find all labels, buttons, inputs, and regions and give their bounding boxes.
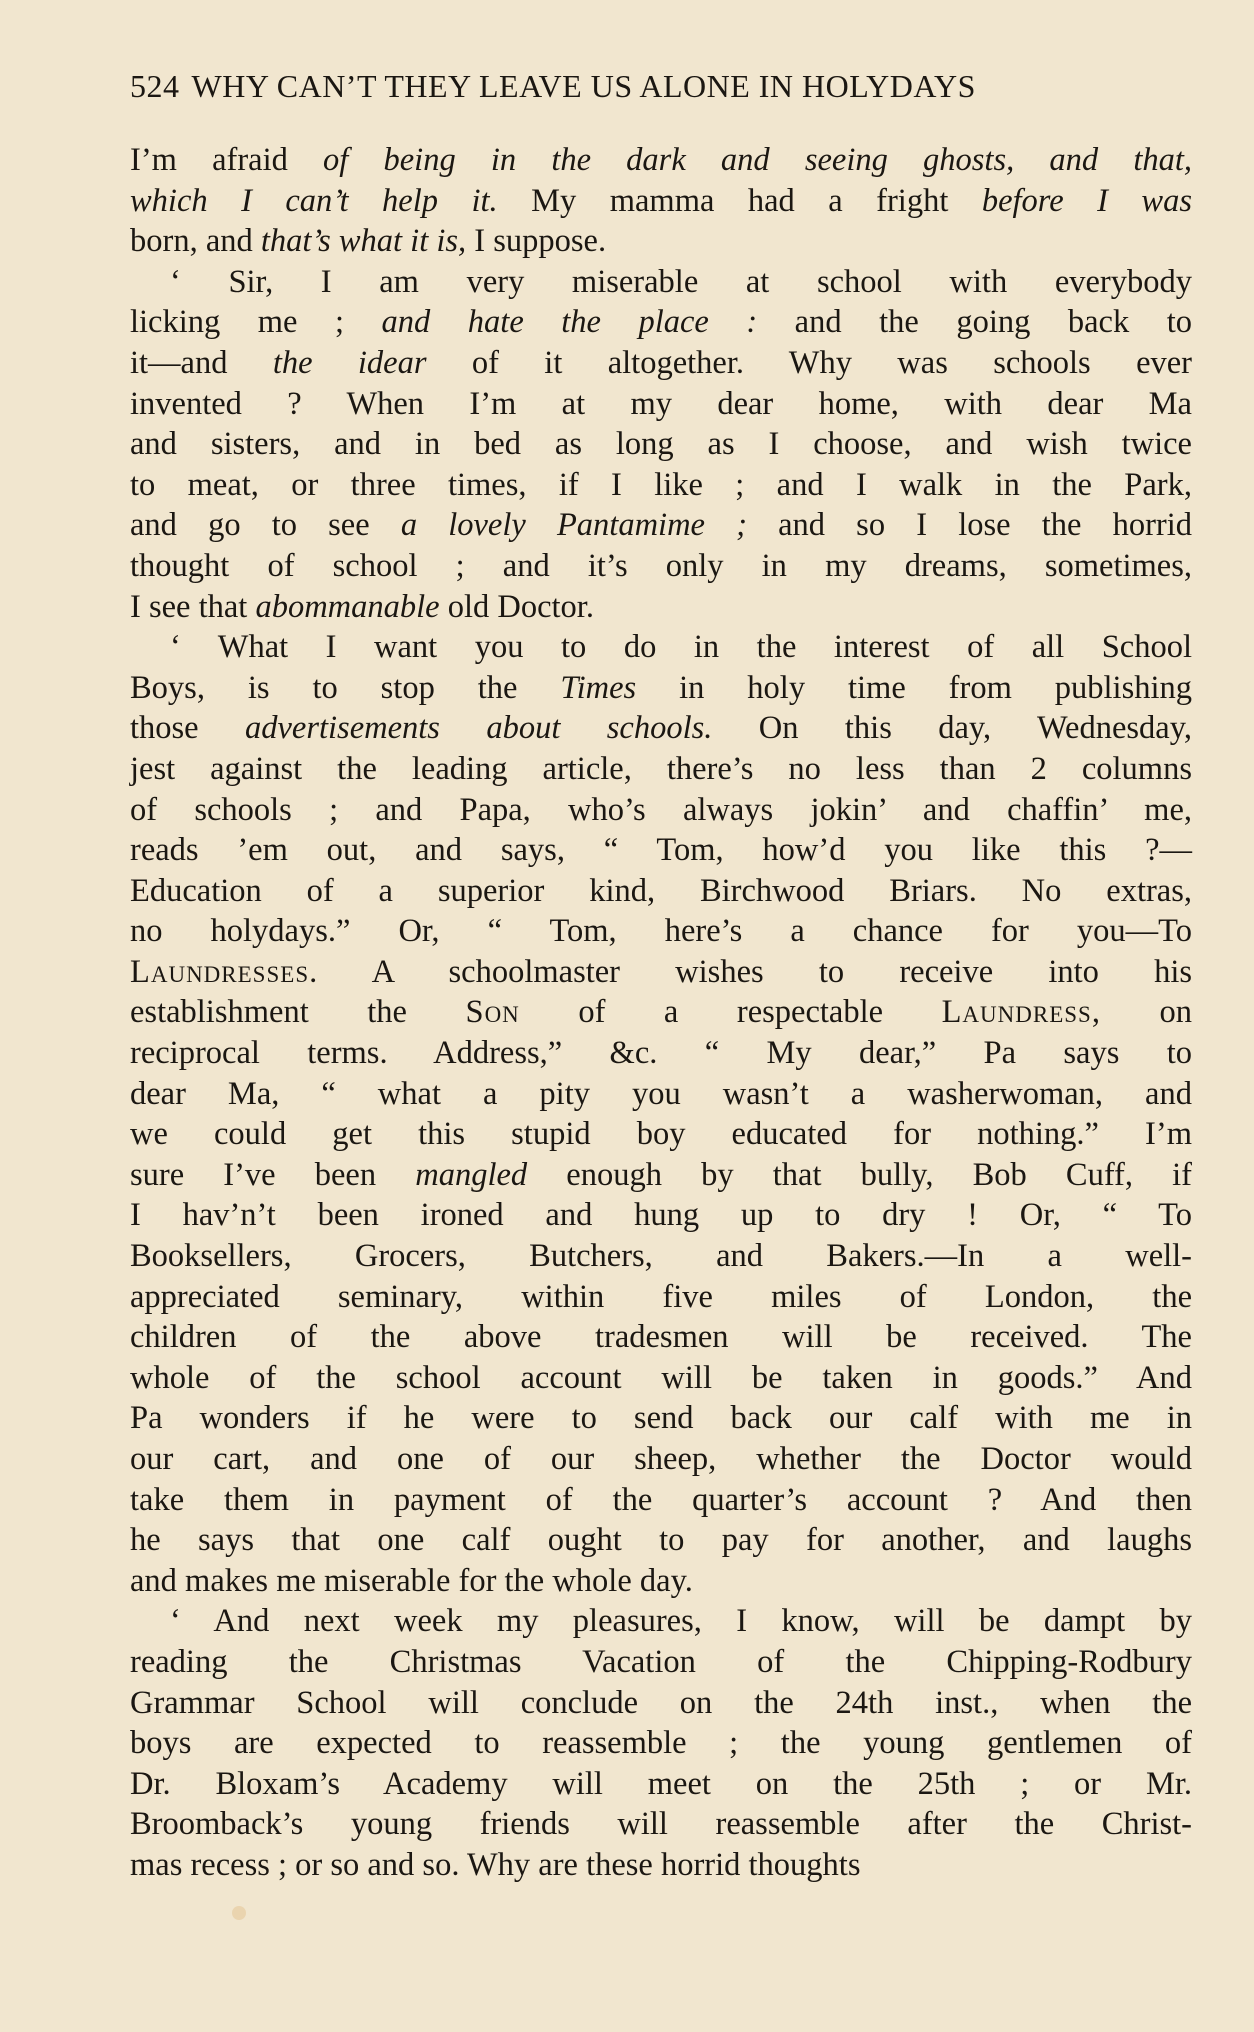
text-run: I hav’n’t been ironed and hung up to dry ! Or, “ To [130, 1197, 1192, 1234]
text-line [130, 1601, 1192, 1642]
text-line [130, 1398, 1192, 1439]
text-run: mas recess ; or so and so. Why are these horrid thoughts [130, 1846, 861, 1883]
text-line [130, 1520, 1192, 1561]
text-line [130, 749, 1192, 790]
italic-run: a lovely Pantamime ; [400, 507, 747, 544]
text-run: in holy time from publishing [636, 669, 1192, 706]
text-line [130, 1764, 1192, 1805]
text-run: ‘ Sir, I am very miserable at school with everybody [170, 263, 1192, 300]
text-run: we could get this stupid boy educated for nothing.” I’m [130, 1116, 1192, 1153]
text-line [130, 221, 1192, 262]
small-caps-run: Laundress, [941, 994, 1101, 1031]
text-line [130, 1074, 1192, 1115]
text-line [130, 627, 1192, 668]
text-run: and sisters, and in bed as long as I choose, and wish twice [130, 426, 1192, 463]
text-run: to meat, or three times, if I like ; and I walk in the Park, [130, 466, 1192, 503]
text-run: reciprocal terms. Address,” &c. “ My dear,” Pa says to [130, 1035, 1192, 1072]
text-line [130, 1845, 1192, 1886]
text-run: enough by that bully, Bob Cuff, if [527, 1156, 1192, 1193]
running-title: WHY CAN’T THEY LEAVE US ALONE IN HOLYDAYS [191, 68, 976, 104]
text-line [130, 384, 1192, 425]
text-line [130, 587, 1192, 628]
text-run: I’m afraid [130, 142, 324, 178]
text-line [130, 1114, 1192, 1155]
text-run: reading the Christmas Vacation of the Chipping-Rodbury [130, 1643, 1192, 1680]
text-run: invented ? When I’m at my dear home, with dear Ma [130, 385, 1192, 422]
text-line [130, 546, 1192, 587]
text-line [130, 992, 1192, 1033]
small-caps-run: Laundresses. [130, 953, 319, 990]
text-run: of schools ; and Papa, who’s always jokin’ and chaffin’ me, [130, 791, 1192, 828]
text-run: establishment the [130, 994, 466, 1031]
text-line [130, 911, 1192, 952]
text-run: no holydays.” Or, “ Tom, here’s a chance for you—To [130, 913, 1192, 950]
small-caps-run: Son [465, 994, 520, 1031]
italic-run: the idear [272, 344, 427, 381]
text-run: Dr. Bloxam’s Academy will meet on the 25th ; or Mr. [130, 1765, 1192, 1802]
text-line [130, 1236, 1192, 1277]
text-line [130, 830, 1192, 871]
text-run: those [130, 710, 245, 747]
text-line [130, 1358, 1192, 1399]
text-run: Booksellers, Grocers, Butchers, and Bakers.—In a well- [130, 1238, 1192, 1275]
text-run: I see that [130, 588, 256, 625]
text-line [130, 708, 1192, 749]
text-run: dear Ma, “ what a pity you wasn’t a washerwoman, and [130, 1075, 1192, 1112]
text-run: our cart, and one of our sheep, whether the Doctor would [130, 1441, 1192, 1477]
italic-run: that’s what it is, [260, 223, 467, 260]
text-line [130, 1642, 1192, 1683]
text-line [130, 1480, 1192, 1521]
text-run: old Doctor. [439, 588, 594, 625]
text-line [130, 343, 1192, 384]
text-line [130, 1195, 1192, 1236]
text-line [130, 302, 1192, 343]
text-run: take them in payment of the quarter’s account ? And then [130, 1481, 1192, 1518]
text-run: Grammar School will conclude on the 24th inst., when the [130, 1684, 1192, 1721]
italic-run: Times [560, 669, 637, 706]
text-run: Pa wonders if he were to send back our calf with me in [130, 1400, 1192, 1437]
italic-run: abommanable [255, 588, 440, 625]
text-line [130, 1804, 1192, 1845]
text-line [130, 790, 1192, 831]
text-run: I suppose. [466, 223, 607, 260]
text-line [130, 262, 1192, 303]
text-line [130, 465, 1192, 506]
italic-run: mangled [415, 1156, 528, 1193]
text-run: boys are expected to reassemble ; the young gentlemen of [130, 1725, 1192, 1762]
italic-run: and hate the place : [381, 304, 758, 341]
text-run: reads ’em out, and says, “ Tom, how’d you like this ?— [130, 832, 1192, 869]
text-run: Broomback’s young friends will reassemble after the Christ- [130, 1806, 1192, 1843]
text-line [130, 1033, 1192, 1074]
text-run: and so I lose the horrid [746, 507, 1192, 544]
text-run: children of the above tradesmen will be received. The [130, 1319, 1192, 1356]
text-run: A schoolmaster wishes to receive into his [318, 953, 1192, 990]
italic-run: which I can’t help it. [130, 182, 498, 219]
text-line [130, 1277, 1192, 1318]
text-line [130, 1439, 1192, 1480]
text-run: jest against the leading article, there’s no less than 2 columns [130, 750, 1192, 787]
text-run: whole of the school account will be taken in goods.” And [130, 1359, 1192, 1396]
text-run: and go to see [130, 507, 401, 544]
text-run: of it altogether. Why was schools ever [426, 344, 1192, 381]
text-line [130, 181, 1192, 222]
text-run: sure I’ve been [130, 1156, 416, 1193]
text-run: and makes me miserable for the whole day. [130, 1562, 693, 1599]
running-header [130, 68, 1192, 105]
text-run: born, and [130, 223, 261, 260]
italic-run: before I was [981, 182, 1192, 219]
text-run: on [1100, 994, 1192, 1031]
italic-run: advertisements about schools. [245, 710, 713, 747]
text-line [130, 1683, 1192, 1724]
paper-stain [232, 1906, 246, 1920]
text-run: Boys, is to stop the [130, 669, 561, 706]
text-run: and the going back to [757, 304, 1192, 341]
text-line [130, 1723, 1192, 1764]
text-line [130, 871, 1192, 912]
text-line [130, 668, 1192, 709]
text-run: of a respectable [519, 994, 942, 1031]
text-line [130, 140, 1192, 181]
text-run: ‘ What I want you to do in the interest of all School [170, 629, 1192, 666]
text-line [130, 1317, 1192, 1358]
text-line [130, 424, 1192, 465]
text-run: he says that one calf ought to pay for another, and laughs [130, 1522, 1192, 1559]
text-run: appreciated seminary, within five miles of London, the [130, 1278, 1192, 1315]
text-run: On this day, Wednesday, [712, 710, 1192, 747]
text-line [130, 505, 1192, 546]
text-run: licking me ; [130, 304, 382, 341]
italic-run: of being in the dark and seeing ghosts, and that, [323, 142, 1193, 178]
page-number: 524 [130, 68, 180, 104]
text-run: My mamma had a fright [497, 182, 982, 219]
text-run: thought of school ; and it’s only in my dreams, sometimes, [130, 547, 1192, 584]
page-body-text [130, 140, 1192, 1886]
text-line [130, 952, 1192, 993]
text-line [130, 1561, 1192, 1602]
text-run: it—and [130, 344, 273, 381]
text-line [130, 1155, 1192, 1196]
text-run: Education of a superior kind, Birchwood Briars. No extras, [130, 872, 1192, 909]
text-run: ‘ And next week my pleasures, I know, will be dampt by [170, 1603, 1192, 1640]
